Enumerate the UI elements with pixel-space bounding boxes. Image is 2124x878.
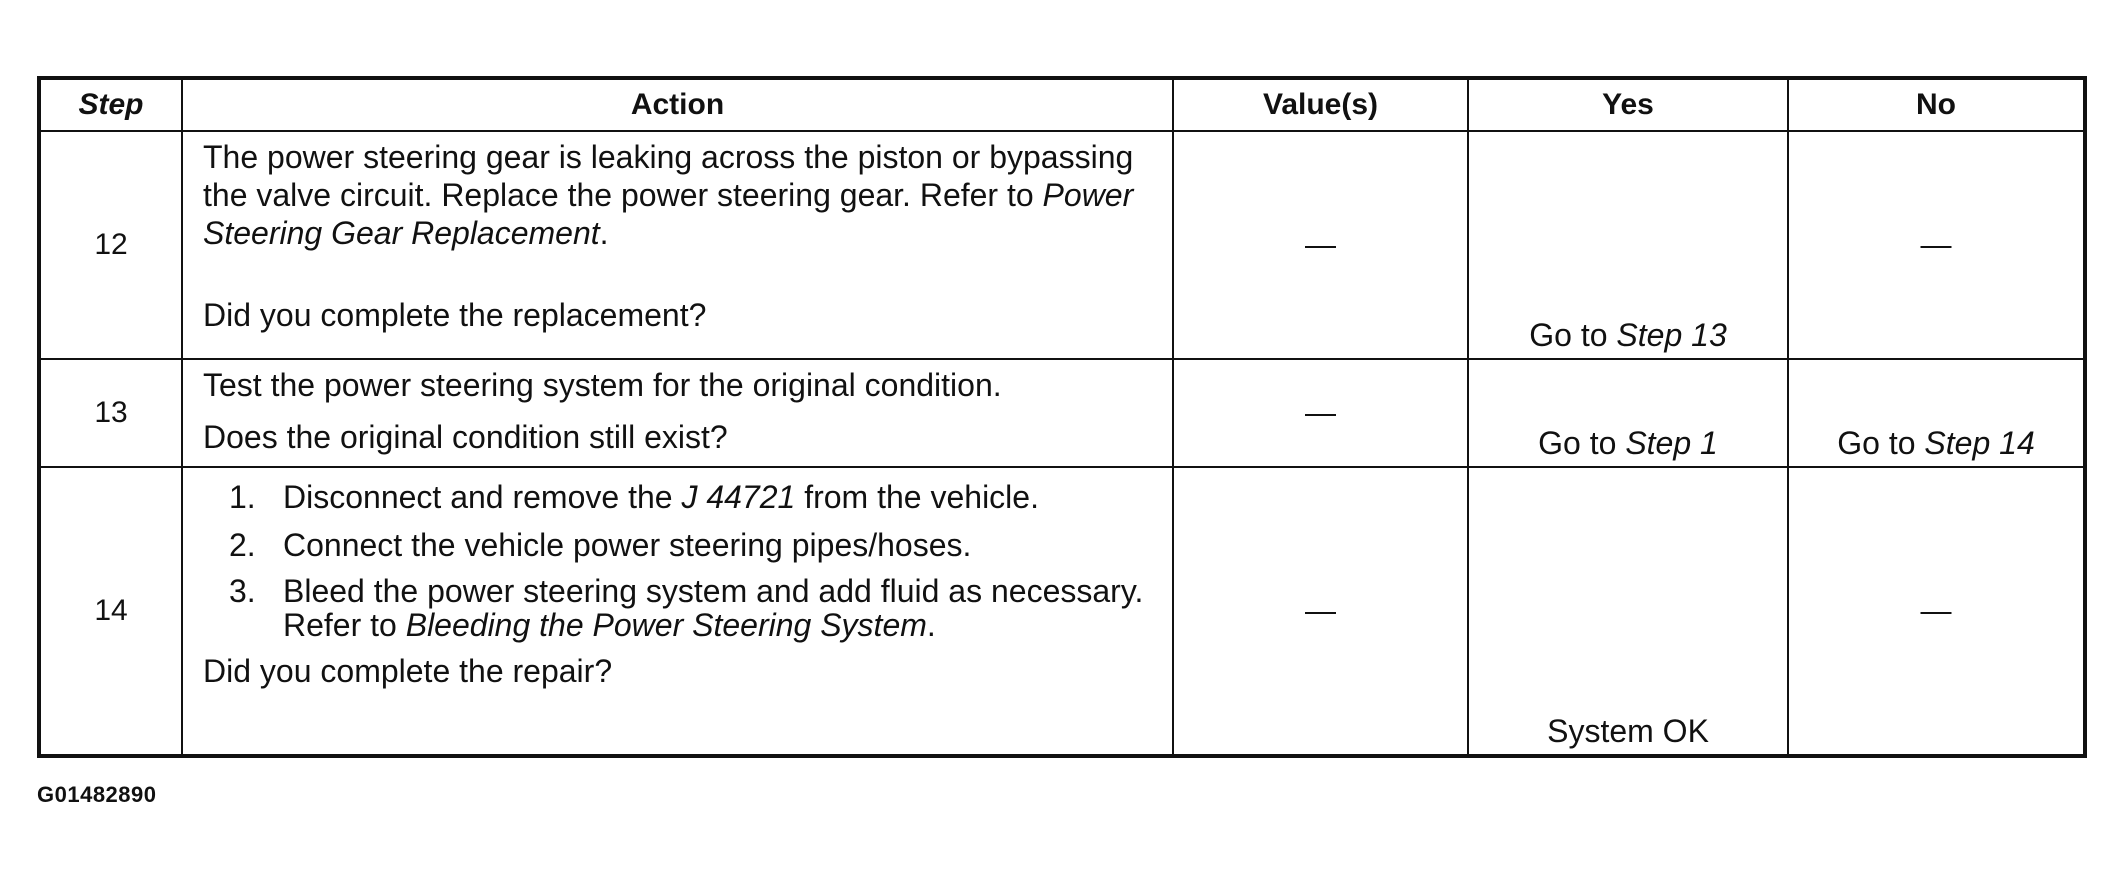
action-question: Does the original condition still exist? <box>203 419 728 455</box>
list-text: Connect the vehicle power steering pipes/hoses. <box>283 527 972 563</box>
figure-id: G01482890 <box>37 782 157 807</box>
header-no: No <box>1788 80 2083 131</box>
diagnostic-table-grid <box>41 80 2083 754</box>
value-dash: — <box>1305 395 1336 430</box>
action-text: Test the power steering system for the original condition. <box>203 367 1002 403</box>
action-cell <box>182 359 1173 467</box>
reference-link: Power Steering Gear Replacement <box>203 177 1134 251</box>
tool-ref: J 44721 <box>681 479 796 515</box>
step-number: 12 <box>41 131 182 359</box>
step-list <box>203 478 1152 642</box>
header-values: Value(s) <box>1173 80 1468 131</box>
value-cell <box>1173 467 1468 754</box>
list-number: 3. <box>229 573 256 609</box>
list-number: 2. <box>229 527 256 563</box>
action-text <box>203 138 1152 252</box>
list-item <box>203 574 1152 642</box>
list-number: 1. <box>229 479 256 515</box>
header-step: Step <box>41 80 182 131</box>
value-cell <box>1173 131 1468 359</box>
action-question: Did you complete the repair? <box>203 653 613 689</box>
yes-step-ref: Step 1 <box>1625 425 1718 461</box>
yes-cell: System OK <box>1468 467 1788 754</box>
action-end: . <box>599 215 609 251</box>
table-row-step-13 <box>41 359 2083 467</box>
no-dash: — <box>1920 227 1952 262</box>
list-text: Disconnect and remove the <box>283 479 682 515</box>
list-text-end: . <box>926 607 936 643</box>
no-cell <box>1788 359 2083 467</box>
list-item <box>203 526 1152 564</box>
header-row <box>41 80 2083 131</box>
list-text: Bleed the power steering system and add fluid as necessary. Refer to <box>283 573 1144 643</box>
action-question: Did you complete the replacement? <box>203 297 707 333</box>
reference-link: Bleeding the Power Steering System <box>405 607 927 643</box>
table-row-step-14 <box>41 467 2083 754</box>
step-number: 13 <box>41 359 182 467</box>
yes-prefix: Go to <box>1529 317 1617 353</box>
value-cell <box>1173 359 1468 467</box>
no-prefix: Go to <box>1837 425 1925 461</box>
table-row-step-12 <box>41 131 2083 359</box>
no-step-ref: Step 14 <box>1924 425 2035 461</box>
value-dash: — <box>1305 593 1336 628</box>
diagnostic-table <box>37 76 2087 758</box>
yes-step-ref: Step 13 <box>1616 317 1727 353</box>
no-cell <box>1788 131 2083 359</box>
yes-cell <box>1468 131 1788 359</box>
action-cell <box>182 131 1173 359</box>
list-item <box>203 478 1152 516</box>
yes-prefix: Go to <box>1538 425 1626 461</box>
header-yes: Yes <box>1468 80 1788 131</box>
action-body: The power steering gear is leaking across the piston or bypassing the valve circuit. Replace the power steering gear. Refer to <box>203 139 1134 213</box>
yes-cell <box>1468 359 1788 467</box>
step-number: 14 <box>41 467 182 754</box>
no-cell <box>1788 467 2083 754</box>
action-cell <box>182 467 1173 754</box>
value-dash: — <box>1305 227 1336 262</box>
no-dash: — <box>1920 593 1952 628</box>
header-action: Action <box>182 80 1173 131</box>
list-text-end: from the vehicle. <box>795 479 1039 515</box>
